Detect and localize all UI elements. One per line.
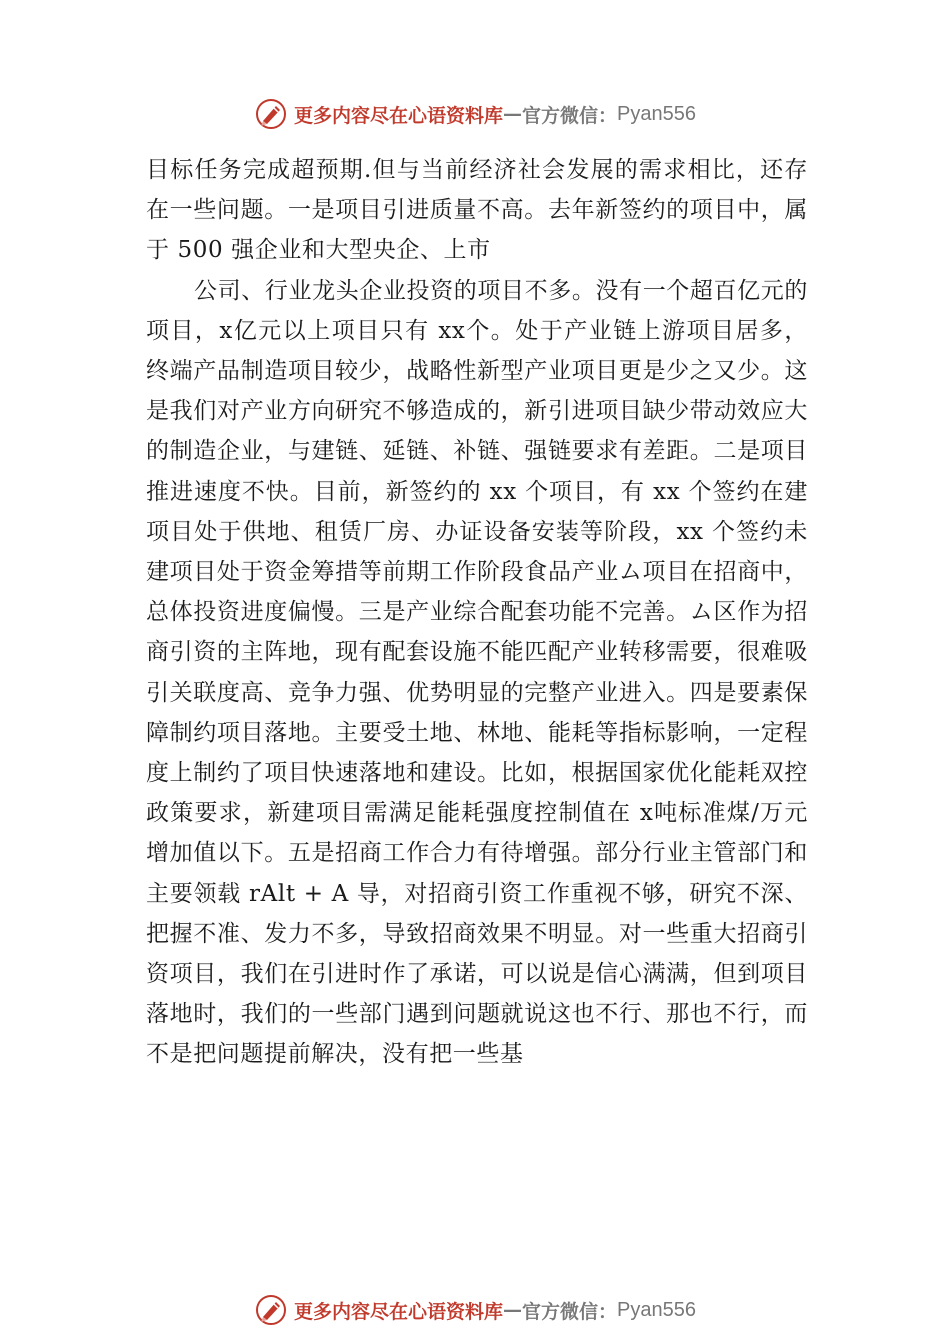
wechat-label: 官方微信： — [522, 104, 618, 127]
promo-text: 更多内容尽在心语资料库 — [294, 1300, 504, 1323]
paragraph-1: 目标任务完成超预期.但与当前经济社会发展的需求相比，还存在一些问题。一是项目引进质量不高。去年新签约的项目中，属于 500 强企业和大型央企、上市 — [146, 157, 808, 264]
dash: — — [503, 1299, 523, 1321]
pen-logo-icon — [254, 97, 288, 131]
header-banner — [0, 94, 950, 134]
wechat-label: 官方微信： — [522, 1300, 618, 1323]
paragraph-2: 公司、行业龙头企业投资的项目不多。没有一个超百亿元的项目，x亿元以上项目只有 xx个。处于产业链上游项目居多，终端产品制造项目较少，战略性新型产业项目更是少之又少。这是我们对产业方向研究不够造成的，新引进项目缺少带动效应大的制造企业，与建链、延链、补链、强链要求有差距。二是项目推进速度不快。目前，新签约的 xx 个项目，有 xx 个签约在建项目处于供地、租赁厂房、办证设备安装等阶段，xx 个签约未建项目处于资金筹措等前期工作阶段食品产业ム项目在招商中，总体投资进度偏慢。三是产业综合配套功能不完善。ム区作为招商引资的主阵地，现有配套设施不能匹配产业转移需要，很难吸引关联度高、竞争力强、优势明显的完整产业进入。四是要素保障制约项目落地。主要受土地、林地、能耗等指标影响，一定程度上制约了项目快速落地和建设。比如，根据国家优化能耗双控政策要求，新建项目需满足能耗强度控制值在 x吨标准煤/万元增加值以下。五是招商工作合力有待增强。部分行业主管部门和主要领载 rAlt + A 导，对招商引资工作重视不够，研究不深、把握不准、发力不多，导致招商效果不明显。对一些重大招商引资项目，我们在引进时作了承诺，可以说是信心满满，但到项目落地时，我们的一些部门遇到问题就说这也不行、那也不行，而不是把问题提前解决，没有把一些基 — [146, 277, 808, 1068]
pen-logo-icon — [254, 1293, 288, 1327]
dash: — — [503, 103, 523, 125]
wechat-id: Pyan556 — [617, 1298, 696, 1321]
footer-banner — [0, 1290, 950, 1330]
document-body — [146, 150, 808, 1075]
promo-text: 更多内容尽在心语资料库 — [294, 104, 504, 127]
wechat-id: Pyan556 — [617, 102, 696, 125]
